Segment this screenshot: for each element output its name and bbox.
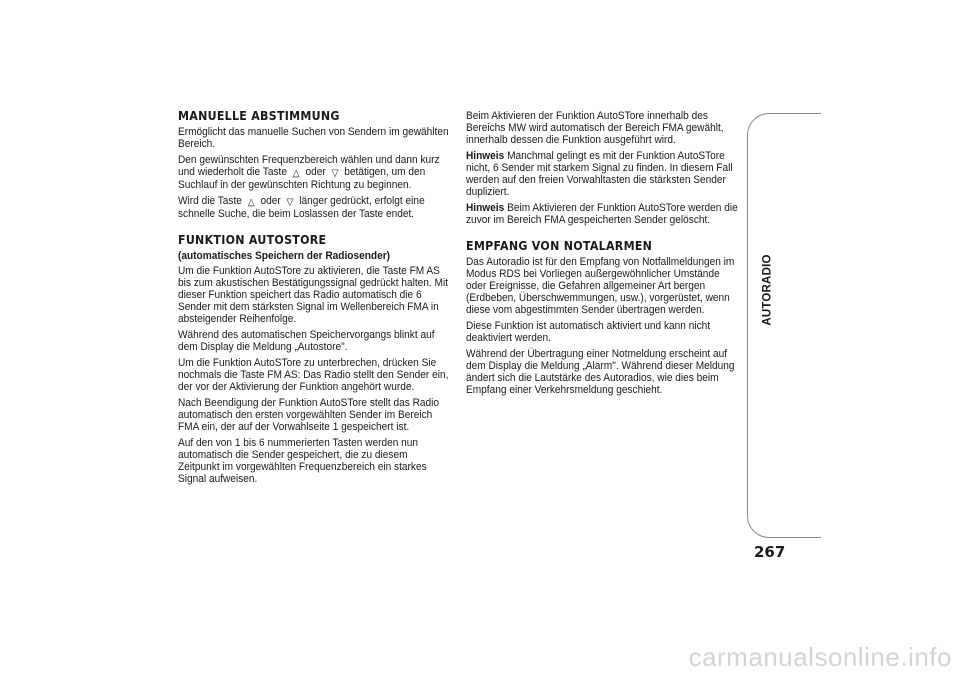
- paragraph: Den gewünschten Frequenzbereich wählen und dann kurz und wiederholt die Taste △ oder ▽ betätigen, um den Suchlauf in der gewünschten Richtung zu beginnen.: [178, 154, 440, 191]
- left-column: [178, 110, 450, 489]
- heading-emergency-alarms: EMPFANG VON NOTALARMEN: [466, 239, 653, 253]
- paragraph: Ermöglicht das manuelle Suchen von Sendern im gewählten Bereich.: [178, 126, 449, 150]
- paragraph: Beim Aktivieren der Funktion AutoSTore innerhalb des Bereichs MW wird automatisch der Bereich FMA gewählt, innerhalb dessen die Funktion ausgeführt wird.: [466, 110, 724, 146]
- heading-manual-tuning: MANUELLE ABSTIMMUNG: [178, 109, 340, 123]
- hint-label: Hinweis: [466, 202, 505, 214]
- hint-paragraph: Hinweis Manchmal gelingt es mit der Funktion AutoSTore nicht, 6 Sender mit starkem Signal zu finden. In diesem Fall werden auf den freien Vorwahltasten die stärksten Sender dupliziert.: [466, 150, 733, 198]
- paragraph: Diese Funktion ist automatisch aktiviert und kann nicht deaktiviert werden.: [466, 320, 711, 344]
- subheading-autostore: (automatisches Speichern der Radiosender): [178, 250, 391, 262]
- hint-paragraph: Hinweis Beim Aktivieren der Funktion AutoSTore werden die zuvor im Bereich FMA gespeicherten Sender gelöscht.: [466, 202, 738, 226]
- heading-autostore: FUNKTION AUTOSTORE: [178, 233, 327, 247]
- paragraph: Während des automatischen Speichervorgangs blinkt auf dem Display die Meldung „Autostore".: [178, 329, 435, 353]
- triangle-up-icon: △: [292, 168, 300, 179]
- paragraph: Das Autoradio ist für den Empfang von Notfallmeldungen im Modus RDS bei Vorliegen außergewöhnlicher Umstände oder Ereignisse, die Gefahren allgemeiner Art bergen (Erdbeben, Überschwemmungen, usw.), vorgerüstet, wenn diese vom abgestimmten Sender übertragen werden.: [466, 256, 735, 316]
- section-label: AUTORADIO: [762, 254, 775, 326]
- paragraph: Während der Übertragung einer Notmeldung erscheint auf dem Display die Meldung „Alarm". Während dieser Meldung ändert sich die Lautstärke des Autoradios, wie dies beim Empfang einer Verkehrsmeldung geschieht.: [466, 348, 735, 396]
- hint-label: Hinweis: [466, 150, 505, 162]
- paragraph: Wird die Taste △ oder ▽ länger gedrückt, erfolgt eine schnelle Suche, die beim Loslassen der Taste endet.: [178, 195, 425, 220]
- triangle-down-icon: ▽: [331, 168, 339, 179]
- right-column: [466, 110, 738, 400]
- watermark: carmanualsonline.info: [688, 642, 952, 672]
- paragraph: Auf den von 1 bis 6 nummerierten Tasten werden nun automatisch die Sender gespeichert, die zu diesem Zeitpunkt im vorgewählten Frequenzbereich ein starkes Signal aufweisen.: [178, 437, 427, 485]
- paragraph: Um die Funktion AutoSTore zu unterbrechen, drücken Sie nochmals die Taste FM AS: Das Radio stellt den Sender ein, der vor der Aktivierung der Funktion angehört wurde.: [178, 357, 449, 393]
- triangle-down-icon: ▽: [286, 197, 294, 208]
- paragraph: Um die Funktion AutoSTore zu aktivieren, die Taste FM AS bis zum akustischen Bestätigungssignal gedrückt halten. Mit dieser Funktion speichert das Radio automatisch die 6 Sender mit dem stärksten Signal im Wellenbereich FMA in absteigender Reihenfolge.: [178, 265, 449, 325]
- triangle-up-icon: △: [247, 197, 255, 208]
- paragraph: Nach Beendigung der Funktion AutoSTore stellt das Radio automatisch den ersten vorgewählten Sender im Bereich FMA ein, der auf der Vorwahlseite 1 gespeichert ist.: [178, 397, 440, 433]
- page-number: 267: [754, 543, 786, 561]
